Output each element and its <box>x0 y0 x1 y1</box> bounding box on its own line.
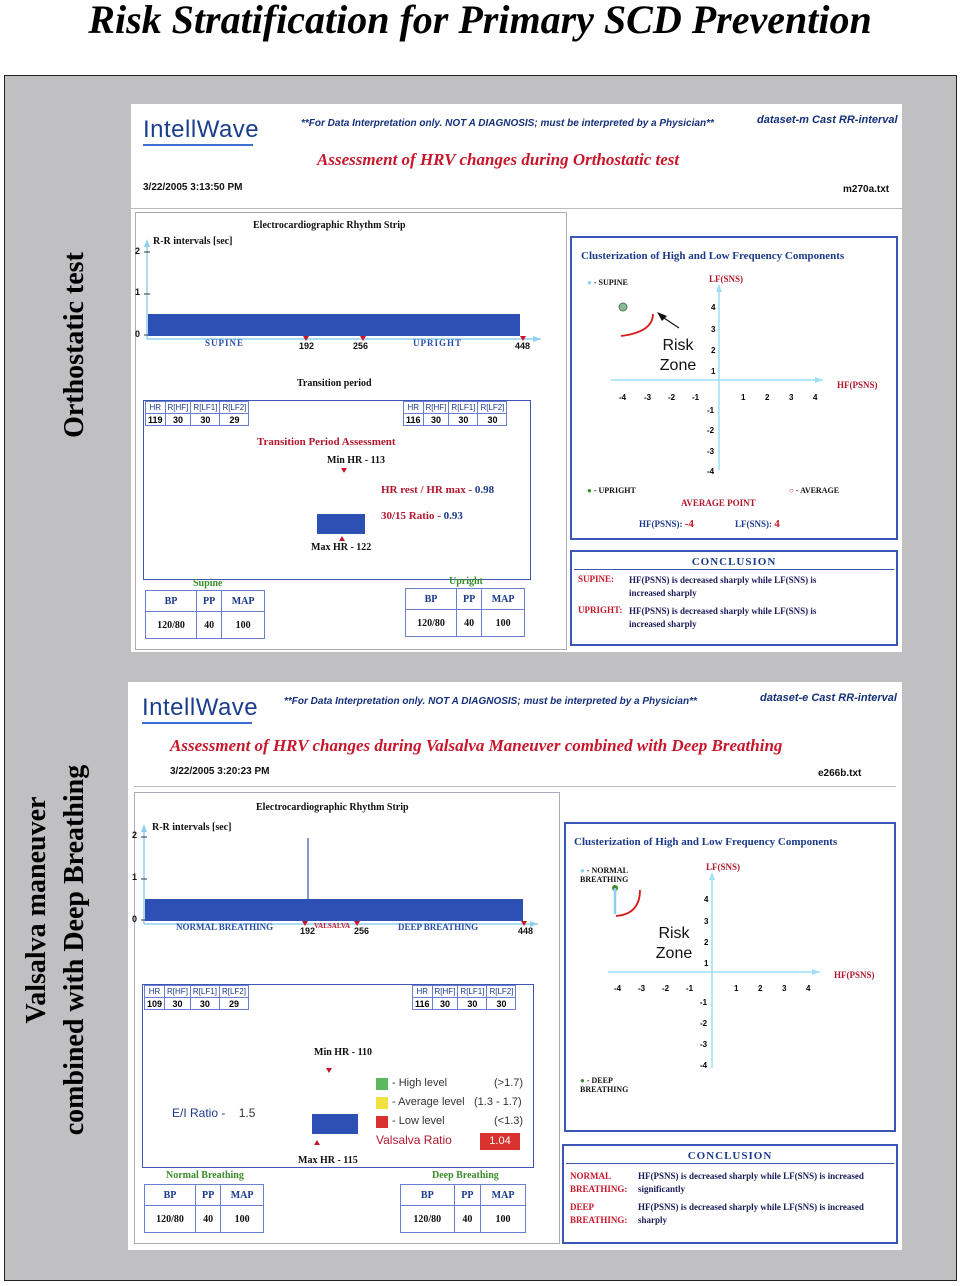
y-tick-1: 1 <box>132 872 138 882</box>
svg-text:2: 2 <box>711 346 716 355</box>
svg-text:3: 3 <box>782 984 787 993</box>
svg-text:1: 1 <box>711 367 716 376</box>
svg-text:-1: -1 <box>700 998 708 1007</box>
svg-text:1: 1 <box>741 393 746 402</box>
phase-deep-label: DEEP BREATHING <box>398 922 479 932</box>
hr-header: HR <box>413 986 433 998</box>
dataset-label: dataset-m Cast RR-interval <box>757 114 898 126</box>
hr-table-normal <box>144 985 249 1010</box>
hf-header: R[HF] <box>165 402 191 414</box>
level-average-swatch <box>376 1097 388 1109</box>
svg-text:-2: -2 <box>707 426 715 435</box>
conclusion-upright-text: HF(PSNS) is decreased sharply while LF(SNS) is increased sharply <box>629 606 817 629</box>
deep-marker-icon: ● <box>580 1076 585 1085</box>
ratio-3015-text: 30/15 Ratio - <box>381 510 441 522</box>
level-high-label: - High level <box>392 1077 448 1089</box>
legend-deep-text: - DEEP BREATHING <box>580 1076 629 1094</box>
intellwave-logo: IntellWave <box>143 116 260 143</box>
bp-header: BP <box>146 591 197 612</box>
hf-header: R[HF] <box>165 986 191 998</box>
lf1-value: 30 <box>458 998 487 1010</box>
lf1-value: 30 <box>449 414 478 426</box>
cluster-plot <box>601 280 831 476</box>
lf-axis-label: LF(SNS) <box>709 274 744 284</box>
conclusion-divider <box>566 1163 894 1164</box>
pp-value: 40 <box>454 1206 481 1233</box>
svg-text:1: 1 <box>704 959 709 968</box>
level-high-swatch <box>376 1078 388 1090</box>
logo-underline <box>142 722 252 724</box>
conclusion-normal-text: HF(PSNS) is decreased sharply while LF(SNS) is increased significantly <box>638 1171 864 1194</box>
rr-axis-label: R-R intervals [sec] <box>153 236 233 247</box>
svg-text:4: 4 <box>806 984 811 993</box>
hr-table-deep <box>412 985 516 1010</box>
level-average-range: (1.3 - 1.7) <box>474 1096 522 1108</box>
risk-word: Risk <box>662 337 694 354</box>
pp-value: 40 <box>197 612 222 639</box>
average-lf-label: LF(SNS): <box>735 519 773 529</box>
pp-header: PP <box>197 591 222 612</box>
valsalva-panel <box>128 682 902 1250</box>
ei-ratio-label: E/I Ratio - <box>172 1106 226 1120</box>
conclusion-title: CONCLUSION <box>691 556 777 568</box>
max-hr-bar <box>317 514 365 534</box>
lf-axis-label: LF(SNS) <box>706 862 741 872</box>
average-marker-icon: ○ <box>789 486 794 495</box>
svg-text:-2: -2 <box>662 984 670 993</box>
report-filename: m270a.txt <box>843 184 890 195</box>
average-lf-value: 4 <box>774 518 780 530</box>
map-header: MAP <box>482 589 525 610</box>
svg-text:-4: -4 <box>614 984 622 993</box>
svg-text:1: 1 <box>734 984 739 993</box>
map-value: 100 <box>221 1206 264 1233</box>
hf-axis-label: HF(PSNS) <box>834 970 875 980</box>
conclusion-upright-key: UPRIGHT: <box>578 605 623 615</box>
svg-text:-1: -1 <box>692 393 700 402</box>
supine-marker-icon: ● <box>587 278 592 287</box>
hf-value: 30 <box>165 998 191 1010</box>
disclaimer: **For Data Interpretation only. NOT A DIAGNOSIS; must be interpreted by a Physician** <box>301 118 714 129</box>
average-point-label: AVERAGE POINT <box>681 498 756 508</box>
bp-supine-title: Supine <box>193 578 223 589</box>
hr-header: HR <box>404 402 424 414</box>
map-value: 100 <box>481 1206 526 1233</box>
hr-table-supine <box>145 401 249 426</box>
svg-text:-4: -4 <box>700 1061 708 1070</box>
min-hr-label: Min HR - 110 <box>314 1047 373 1058</box>
bp-value: 120/80 <box>146 612 197 639</box>
svg-text:3: 3 <box>789 393 794 402</box>
legend-normal-text: - NORMAL BREATHING <box>580 866 629 884</box>
legend-average-text: - AVERAGE <box>795 486 840 495</box>
legend-average <box>789 486 839 495</box>
hr-header: HR <box>146 402 166 414</box>
intellwave-logo: IntellWave <box>142 694 259 721</box>
average-lf <box>735 518 780 530</box>
pp-header: PP <box>196 1185 221 1206</box>
lf2-value: 30 <box>487 998 516 1010</box>
max-hr-label: Max HR - 115 <box>298 1155 358 1166</box>
report-timestamp: 3/22/2005 3:13:50 PM <box>143 182 243 193</box>
level-high-range: (>1.7) <box>494 1077 524 1089</box>
hr-ratio-value: 0.98 <box>474 484 495 496</box>
assessment-box <box>142 984 534 1168</box>
svg-text:-1: -1 <box>707 406 715 415</box>
lf1-header: R[LF1] <box>458 986 487 998</box>
side-label-deep-breathing: combined with Deep Breathing <box>59 764 90 1136</box>
conclusion-deep-key: DEEP BREATHING: <box>570 1202 628 1225</box>
ratio-3015-value: 0.93 <box>443 510 463 522</box>
map-value: 100 <box>222 612 265 639</box>
pp-value: 40 <box>196 1206 221 1233</box>
hr-value: 109 <box>145 998 165 1010</box>
conclusion-supine-text: HF(PSNS) is decreased sharply while LF(SNS) is increased sharply <box>629 575 817 598</box>
y-tick-1: 1 <box>135 287 141 297</box>
lf1-value: 30 <box>191 414 220 426</box>
tpa-title: Transition Period Assessment <box>257 436 396 448</box>
zone-word: Zone <box>655 945 693 962</box>
x-tick-448: 448 <box>515 341 531 351</box>
svg-text:3: 3 <box>704 917 709 926</box>
lf1-header: R[LF1] <box>190 986 219 998</box>
cluster-title: Clusterization of High and Low Frequency Components <box>574 836 838 848</box>
phase-supine-label: SUPINE <box>205 338 245 348</box>
strip-title: Electrocardiographic Rhythm Strip <box>256 802 409 813</box>
svg-text:-2: -2 <box>700 1019 708 1028</box>
x-tick-448: 448 <box>518 926 534 936</box>
legend-upright <box>587 486 636 495</box>
bp-value: 120/80 <box>145 1206 196 1233</box>
hf-value: 30 <box>165 414 191 426</box>
risk-zone-label <box>653 336 703 376</box>
hr-table-upright <box>403 401 507 426</box>
svg-text:4: 4 <box>813 393 818 402</box>
ei-ratio-value: 1.5 <box>238 1106 256 1120</box>
x-tick-192: 192 <box>299 341 315 351</box>
bp-deep-title: Deep Breathing <box>432 1170 499 1181</box>
bp-table-deep <box>400 1184 526 1233</box>
svg-text:-1: -1 <box>686 984 694 993</box>
bp-table-upright <box>405 588 525 637</box>
hf-value: 30 <box>423 414 449 426</box>
level-low-range: (<1.3) <box>494 1115 524 1127</box>
lf1-header: R[LF1] <box>191 402 220 414</box>
dataset-label: dataset-e Cast RR-interval <box>760 692 897 704</box>
map-header: MAP <box>221 1185 264 1206</box>
lf2-header: R[LF2] <box>220 402 249 414</box>
svg-text:-2: -2 <box>668 393 676 402</box>
level-average-label: - Average level <box>392 1096 465 1108</box>
risk-word: Risk <box>658 925 690 942</box>
lf2-header: R[LF2] <box>219 986 248 998</box>
legend-deep <box>580 1076 660 1094</box>
ratio-3015-label <box>381 510 463 522</box>
conclusion-title: CONCLUSION <box>687 1150 773 1162</box>
svg-text:-3: -3 <box>644 393 652 402</box>
orthostatic-panel <box>131 104 902 652</box>
hf-header: R[HF] <box>423 402 449 414</box>
bp-normal-title: Normal Breathing <box>166 1170 244 1181</box>
y-tick-0: 0 <box>135 329 141 339</box>
svg-text:2: 2 <box>765 393 770 402</box>
average-hf-label: HF(PSNS): <box>639 519 683 529</box>
side-label-orthostatic: Orthostatic test <box>59 252 90 438</box>
ei-ratio <box>172 1106 255 1120</box>
bp-header: BP <box>145 1185 196 1206</box>
level-low-label: - Low level <box>392 1115 445 1127</box>
x-tick-256: 256 <box>353 341 369 351</box>
hr-ratio-text: HR rest / HR max - <box>381 484 473 496</box>
pp-header: PP <box>454 1185 481 1206</box>
hr-value: 116 <box>404 414 424 426</box>
rr-strip-chart <box>141 239 551 349</box>
phase-upright-label: UPRIGHT <box>413 338 463 348</box>
average-hf <box>639 518 694 530</box>
svg-text:2: 2 <box>704 938 709 947</box>
y-tick-0: 0 <box>132 914 138 924</box>
x-tick-256: 256 <box>354 926 370 936</box>
phase-valsalva-label: VALSALVA <box>314 922 351 930</box>
hr-value: 116 <box>413 998 433 1010</box>
max-hr-bar <box>312 1114 358 1134</box>
lf1-value: 30 <box>190 998 219 1010</box>
pp-header: PP <box>457 589 482 610</box>
hf-header: R[HF] <box>432 986 458 998</box>
cluster-plot <box>598 868 828 1068</box>
bp-value: 120/80 <box>406 610 457 637</box>
report-filename: e266b.txt <box>818 768 862 779</box>
legend-supine-text: - SUPINE <box>593 278 628 287</box>
valsalva-ratio-label: Valsalva Ratio <box>376 1133 452 1147</box>
side-label-valsalva: Valsalva maneuver <box>21 796 52 1024</box>
valsalva-ratio-value: 1.04 <box>480 1133 520 1150</box>
legend-upright-text: - UPRIGHT <box>593 486 636 495</box>
conclusion-divider <box>574 569 894 570</box>
hr-value: 119 <box>146 414 166 426</box>
lf2-value: 29 <box>220 414 249 426</box>
normal-marker-icon: ● <box>580 866 585 875</box>
max-hr-marker <box>314 1140 320 1145</box>
conclusion-supine-key: SUPINE: <box>578 574 615 584</box>
upright-marker-icon: ● <box>587 486 592 495</box>
risk-zone-label <box>648 924 700 964</box>
y-tick-2: 2 <box>132 830 138 840</box>
svg-text:-3: -3 <box>707 447 715 456</box>
conclusion-deep-text: HF(PSNS) is decreased sharply while LF(SNS) is increased sharply <box>638 1202 864 1225</box>
lf2-value: 30 <box>478 414 507 426</box>
map-value: 100 <box>482 610 525 637</box>
header-divider <box>131 208 902 209</box>
bp-upright-title: Upright <box>449 576 483 587</box>
min-hr-marker <box>341 468 347 473</box>
svg-text:4: 4 <box>704 895 709 904</box>
transition-period-label: Transition period <box>297 378 372 389</box>
bp-header: BP <box>401 1185 455 1206</box>
hf-axis-label: HF(PSNS) <box>837 380 878 390</box>
strip-title: Electrocardiographic Rhythm Strip <box>253 220 406 231</box>
svg-text:3: 3 <box>711 325 716 334</box>
min-hr-marker <box>326 1068 332 1073</box>
hr-ratio-label <box>381 484 494 496</box>
average-hf-value: -4 <box>684 518 694 530</box>
bp-header: BP <box>406 589 457 610</box>
svg-text:-4: -4 <box>619 393 627 402</box>
lf2-value: 29 <box>219 998 248 1010</box>
pp-value: 40 <box>457 610 482 637</box>
rr-axis-label: R-R intervals [sec] <box>152 822 232 833</box>
report-timestamp: 3/22/2005 3:20:23 PM <box>170 766 270 777</box>
report-title: Assessment of HRV changes during Orthostatic test <box>317 150 680 169</box>
hf-value: 30 <box>432 998 458 1010</box>
level-low-swatch <box>376 1116 388 1128</box>
svg-text:-3: -3 <box>700 1040 708 1049</box>
disclaimer: **For Data Interpretation only. NOT A DIAGNOSIS; must be interpreted by a Physician** <box>284 696 697 707</box>
page-title: Risk Stratification for Primary SCD Prevention <box>88 0 872 42</box>
bp-table-normal <box>144 1184 264 1233</box>
report-title: Assessment of HRV changes during Valsalva Maneuver combined with Deep Breathing <box>170 736 783 755</box>
logo-underline <box>143 144 253 146</box>
y-tick-2: 2 <box>135 246 141 256</box>
x-tick-192: 192 <box>300 926 316 936</box>
svg-text:-4: -4 <box>707 467 715 476</box>
phase-normal-label: NORMAL BREATHING <box>176 922 274 932</box>
conclusion-normal-key: NORMAL BREATHING: <box>570 1171 628 1194</box>
lf1-header: R[LF1] <box>449 402 478 414</box>
max-hr-label: Max HR - 122 <box>311 542 372 553</box>
header-divider <box>134 786 896 787</box>
bp-value: 120/80 <box>401 1206 455 1233</box>
rr-strip-chart <box>138 824 548 934</box>
map-header: MAP <box>222 591 265 612</box>
zone-word: Zone <box>659 357 697 374</box>
svg-text:4: 4 <box>711 303 716 312</box>
cluster-title: Clusterization of High and Low Frequency Components <box>581 250 845 262</box>
lf2-header: R[LF2] <box>478 402 507 414</box>
min-hr-label: Min HR - 113 <box>327 455 386 466</box>
svg-text:2: 2 <box>758 984 763 993</box>
map-header: MAP <box>481 1185 526 1206</box>
lf2-header: R[LF2] <box>487 986 516 998</box>
max-hr-marker <box>339 536 345 541</box>
svg-text:-3: -3 <box>638 984 646 993</box>
bp-table-supine <box>145 590 265 639</box>
hr-header: HR <box>145 986 165 998</box>
